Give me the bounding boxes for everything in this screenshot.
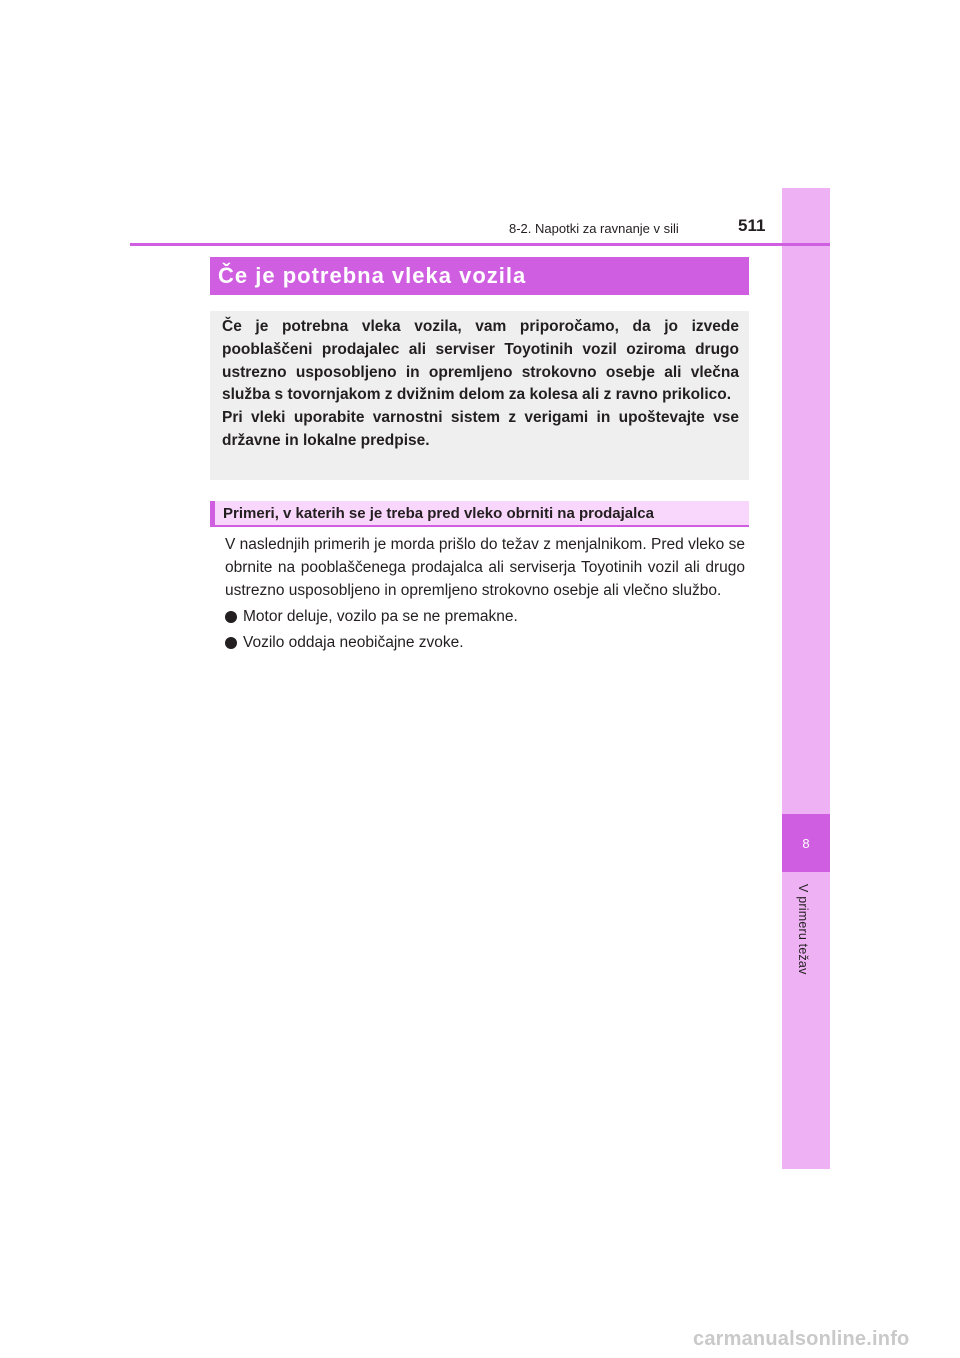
section-header: 8-2. Napotki za ravnanje v sili [509, 221, 679, 236]
list-item [225, 631, 745, 654]
page-title: Če je potrebna vleka vozila [218, 263, 527, 288]
body-content [225, 533, 745, 654]
chapter-number-badge [782, 814, 830, 872]
header-divider [130, 243, 830, 246]
chapter-side-tab [782, 188, 830, 1169]
page-number: 511 [738, 216, 766, 235]
summary-box [210, 311, 749, 480]
body-paragraph: V naslednjih primerih je morda prišlo do težav z menjalnikom. Pred vleko se obrnite na pooblaščenega prodajalca ali serviserja Toyotinih vozil ali drugo ustrezno usposobljeno in opremljeno strokovno osebje ali vlečno službo. [225, 536, 745, 599]
chapter-number: 8 [802, 835, 810, 851]
bullet-icon [225, 611, 237, 623]
bullet-icon [225, 637, 237, 649]
summary-paragraph-2: Pri vleki uporabite varnostni sistem z verigami in upoštevajte vse državne in lokalne predpise. [222, 409, 739, 449]
subheading-bar [210, 501, 749, 527]
summary-paragraph-1: Če je potrebna vleka vozila, vam priporočamo, da jo izvede pooblaščeni prodajalec ali serviser Toyotinih vozil oziroma drugo ustrezno usposobljeno in opremljeno strokovno osebje ali vlečna služba s tovornjakom z dvižnim delom za kolesa ali z ravno prikolico. [222, 318, 739, 404]
list-item-text: Vozilo oddaja neobičajne zvoke. [243, 634, 464, 651]
list-item-text: Motor deluje, vozilo pa se ne premakne. [243, 608, 518, 625]
list-item [225, 605, 745, 628]
chapter-title: V primeru težav [796, 884, 810, 975]
watermark: carmanualsonline.info [693, 1328, 910, 1350]
title-bar [210, 257, 749, 295]
subheading: Primeri, v katerih se je treba pred vleko obrniti na prodajalca [223, 504, 654, 522]
